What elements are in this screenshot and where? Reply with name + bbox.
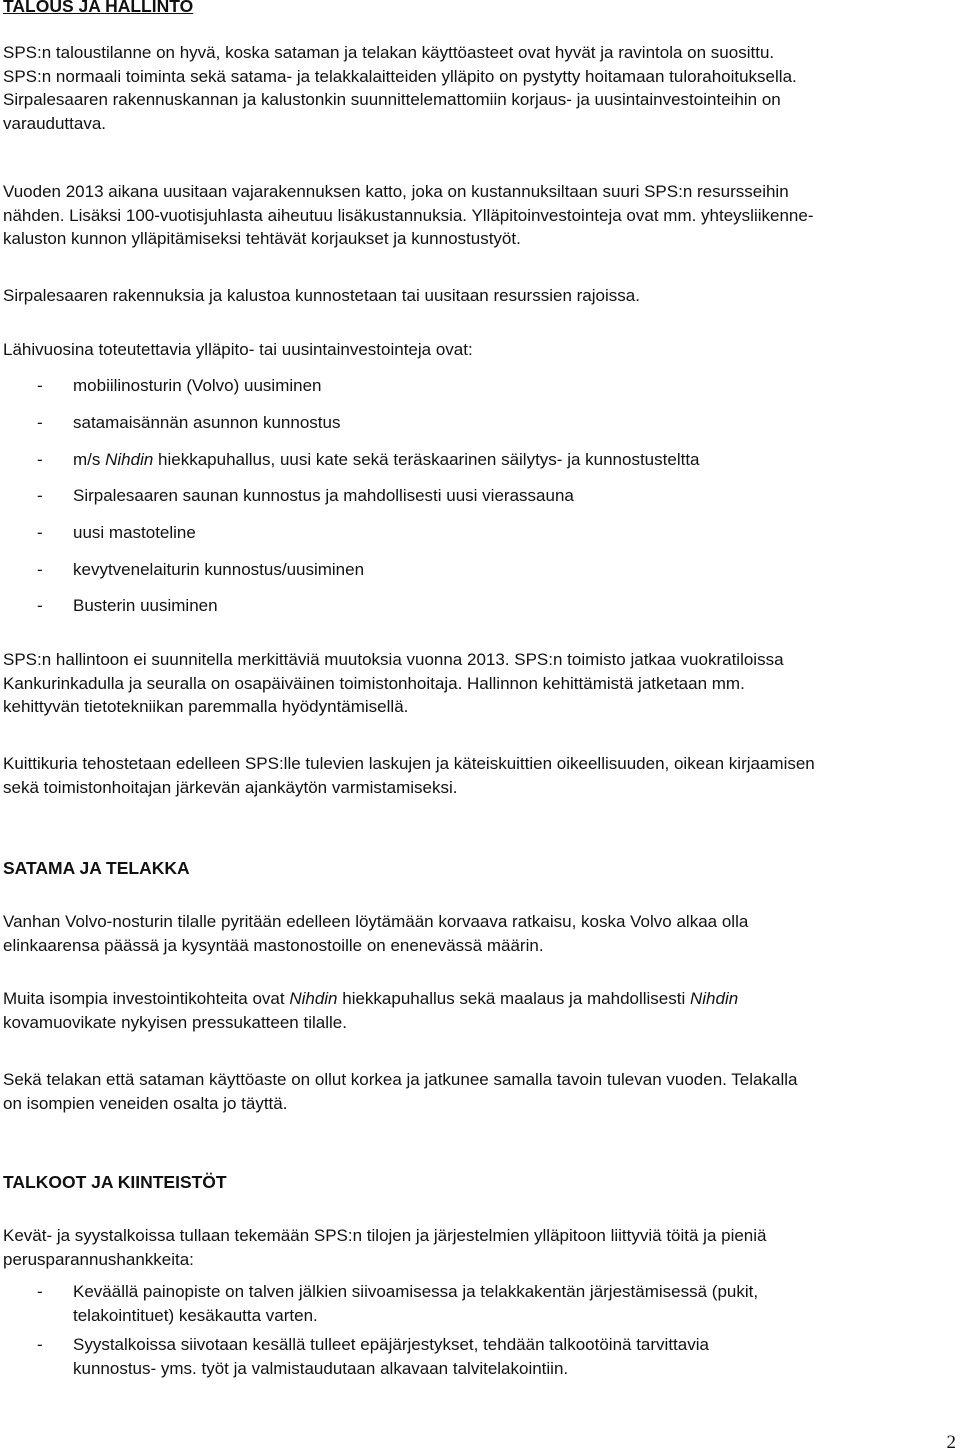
text-segment: hiekkapuhallus sekä maalaus ja mahdollisesti [337, 989, 690, 1008]
list-item-text [73, 448, 700, 472]
list-item-text: satamaisännän asunnon kunnostus [73, 413, 341, 432]
text-line [3, 987, 953, 1011]
paragraph-talkoot-1 [3, 1224, 953, 1271]
text-line: kunnostus- yms. työt ja valmistaudutaan alkavaan talvitelakointiin. [73, 1358, 569, 1378]
vessel-name: Nihdin [105, 450, 154, 469]
list-dash: - [37, 1282, 43, 1301]
text-line: on isompien veneiden osalta jo täyttä. [3, 1093, 288, 1113]
paragraph-talous-1 [3, 41, 953, 135]
paragraph-satama-2 [3, 987, 953, 1034]
vessel-name: Nihdin [689, 989, 739, 1008]
paragraph-satama-3 [3, 1068, 953, 1115]
text-line: perusparannushankkeita: [3, 1249, 194, 1269]
list-item-text: kevytvenelaiturin kunnostus/uusiminen [73, 560, 365, 579]
text-segment: Muita isompia investointikohteita ovat [3, 989, 290, 1008]
text-line: Kankurinkadulla ja seuralla on osapäiväinen toimistonhoitaja. Hallinnon kehittämistä jatketaan mm. [3, 673, 745, 693]
text-line: Syystalkoissa siivotaan kesällä tulleet epäjärjestykset, tehdään talkootöinä tarvittavia [73, 1335, 709, 1354]
paragraph-satama-1 [3, 910, 953, 957]
text-segment: m/s [73, 450, 106, 469]
list-dash: - [37, 523, 43, 542]
list-dash: - [37, 596, 43, 615]
list-item-text: Sirpalesaaren saunan kunnostus ja mahdollisesti uusi vierassauna [73, 486, 574, 505]
text-line: SPS:n normaali toiminta sekä satama- ja telakkalaitteiden ylläpito on pystytty hoitamaan tulorahoituksella. [3, 66, 797, 86]
text-line: telakointituet) kesäkautta varten. [73, 1305, 318, 1325]
list-item-text: mobiilinosturin (Volvo) uusiminen [73, 376, 322, 395]
vessel-name: Nihdin [289, 989, 338, 1008]
text-line: SPS:n taloustilanne on hyvä, koska sataman ja telakan käyttöasteet ovat hyvät ja ravintola on suosittu. [3, 43, 775, 62]
paragraph-talous-5 [3, 648, 953, 719]
text-line: SPS:n hallintoon ei suunnitella merkittäviä muutoksia vuonna 2013. SPS:n toimisto jatkaa vuokratiloissa [3, 650, 784, 669]
section-heading-talous: TALOUS JA HALLINTO [3, 0, 194, 16]
paragraph-talous-3: Sirpalesaaren rakennuksia ja kalustoa kunnostetaan tai uusitaan resurssien rajoissa. [3, 286, 640, 305]
page-number: 2 [946, 1432, 956, 1453]
list-item-text [73, 1333, 709, 1380]
text-line: kovamuovikate nykyisen pressukatteen tilalle. [3, 1012, 347, 1032]
section-heading-satama: SATAMA JA TELAKKA [3, 858, 190, 878]
paragraph-talous-6 [3, 752, 953, 799]
section-heading-talkoot: TALKOOT JA KIINTEISTÖT [3, 1172, 227, 1192]
text-line: Vanhan Volvo-nosturin tilalle pyritään edelleen löytämään korvaava ratkaisu, koska Volvo alkaa olla [3, 912, 749, 931]
text-line: Keväällä painopiste on talven jälkien siivoamisessa ja telakkakentän järjestämisessä (pukit, [73, 1282, 759, 1301]
text-line: varauduttava. [3, 113, 107, 133]
list-dash: - [37, 560, 43, 579]
text-line: kaluston kunnon ylläpitämiseksi tehtävät korjaukset ja kunnostustyöt. [3, 229, 521, 248]
list-item-text: uusi mastoteline [73, 523, 196, 542]
text-line: kehittyvän tietotekniikan paremmalla hyödyntämisellä. [3, 697, 409, 716]
text-line: Kuittikuria tehostetaan edelleen SPS:lle tulevien laskujen ja käteiskuittien oikeellisuuden, oikean kirjaamisen [3, 754, 815, 773]
text-line: sekä toimistonhoitajan järkevän ajankäytön varmistamiseksi. [3, 777, 458, 797]
text-line: Vuoden 2013 aikana uusitaan vajarakennuksen katto, joka on kustannuksiltaan suuri SPS:n resursseihin [3, 182, 789, 201]
list-dash: - [37, 450, 43, 469]
list-dash: - [37, 413, 43, 432]
list-item-text: Busterin uusiminen [73, 596, 218, 615]
list-dash: - [37, 376, 43, 395]
list-dash: - [37, 486, 43, 505]
list-dash: - [37, 1335, 43, 1354]
text-line: nähden. Lisäksi 100-vuotisjuhlasta aiheutuu lisäkustannuksia. Ylläpitoinvestointeja ovat mm. yhteysliikenne- [3, 205, 814, 225]
text-line: Sekä telakan että sataman käyttöaste on ollut korkea ja jatkunee samalla tavoin tulevan vuoden. Telakalla [3, 1070, 798, 1089]
paragraph-talous-4: Lähivuosina toteutettavia ylläpito- tai uusintainvestointeja ovat: [3, 340, 473, 359]
text-line: Kevät- ja syystalkoissa tullaan tekemään SPS:n tilojen ja järjestelmien ylläpitoon liittyviä töitä ja pieniä [3, 1226, 767, 1245]
paragraph-talous-2 [3, 180, 953, 251]
text-segment: hiekkapuhallus, uusi kate sekä teräskaarinen säilytys- ja kunnostusteltta [153, 450, 700, 469]
text-line: Sirpalesaaren rakennuskannan ja kalustonkin suunnittelemattomiin korjaus- ja uusintainvestointeihin on [3, 90, 781, 109]
list-item-text [73, 1280, 758, 1327]
text-line: elinkaarensa päässä ja kysyntää mastonostoille on enenevässä määrin. [3, 935, 544, 955]
